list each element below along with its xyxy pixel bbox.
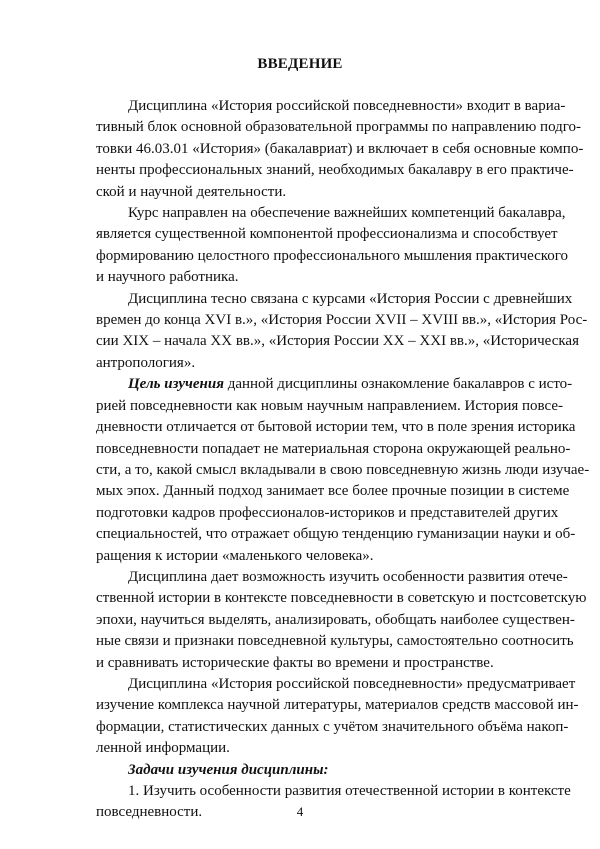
text-fragment: данной дисциплины ознакомление бакалавров с исто- [223,376,573,393]
text-line: дневности отличается от бытовой истории тем, что в поле зрения историка [96,419,576,436]
text-line [96,374,573,395]
text-line: Дисциплина «История российской повседневности» предусматривает [128,675,576,692]
text-line: эпохи, научиться выделять, анализировать, обобщать наиболее существен- [96,611,575,628]
text-line: формации, статистических данных с учётом значительного объёма накоп- [96,718,569,735]
text-line: антропология». [96,354,196,371]
text-line: времен до конца XVI в.», «История России XVII – XVIII вв.», «История Рос- [96,312,588,329]
text-line: изучение комплекса научной литературы, материалов средств массовой ин- [96,697,579,714]
task-item-1-line: повседневности. [96,804,203,821]
text-line: формированию целостного профессионального мышления практического [96,247,569,264]
text-line: Курс направлен на обеспечение важнейших компетенций бакалавра, [128,205,566,222]
text-line: ственной истории в контексте повседневности в советскую и постсоветскую [96,590,587,607]
text-line: ленной информации. [96,740,230,757]
page-number: 4 [296,804,304,819]
text-line: специальностей, что отражает общую тенденцию гуманизации науки и об- [96,526,576,543]
text-line: является существенной компонентой профессионализма и способствует [96,226,558,243]
goal-emphasis: Цель изучения [128,376,224,393]
text-line: ской и научной деятельности. [96,183,287,200]
text-line: и сравнивать исторические факты во времени и пространстве. [96,654,494,671]
text-line: ненты профессиональных знаний, необходимых бакалавру в его практиче- [96,162,574,179]
text-line: ращения к истории «маленького человека». [96,547,374,564]
paragraph-related-courses [96,289,588,375]
text-line: ные связи и признаки повседневной культуры, самостоятельно соотносить [96,633,574,650]
text-line: подготовки кадров профессионалов-историков и представителей других [96,504,559,521]
tasks-heading: Задачи изучения дисциплины: [128,761,329,778]
paragraph-course-purpose [96,203,569,289]
text-line: мых эпох. Данный подход занимает все более прочные позиции в системе [96,483,570,500]
text-line: Дисциплина дает возможность изучить особенности развития отече- [128,568,568,585]
paragraph-literature-study [96,674,579,760]
paragraph-discipline-intro [96,96,584,203]
paragraph-discipline-opportunities [96,567,587,674]
task-item-1-line: 1. Изучить особенности развития отечественной истории в контексте [128,783,571,799]
text-line: рией повседневности как новым научным направлением. История повсе- [96,397,564,414]
text-line: товки 46.03.01 «История» (бакалавриат) и включает в себя основные компо- [96,140,584,157]
document-body [96,96,590,824]
text-line: сии XIX – начала XX вв.», «История России XX – XXI вв.», «Историческая [96,333,579,350]
text-line: Дисциплина тесно связана с курсами «История России с древнейших [128,290,573,307]
text-line: повседневности попадает не материальная сторона окружающей реально- [96,440,571,457]
text-line: и научного работника. [96,269,239,286]
text-line: Дисциплина «История российской повседневности» входит в вариа- [128,98,566,114]
text-line: тивный блок основной образовательной программы по направлению подго- [96,119,582,136]
paragraph-study-goal [96,374,590,567]
page-title: ВВЕДЕНИЕ [257,56,343,72]
text-line: сти, а то, какой смысл вкладывали в свою повседневную жизнь люди изучае- [96,461,590,478]
